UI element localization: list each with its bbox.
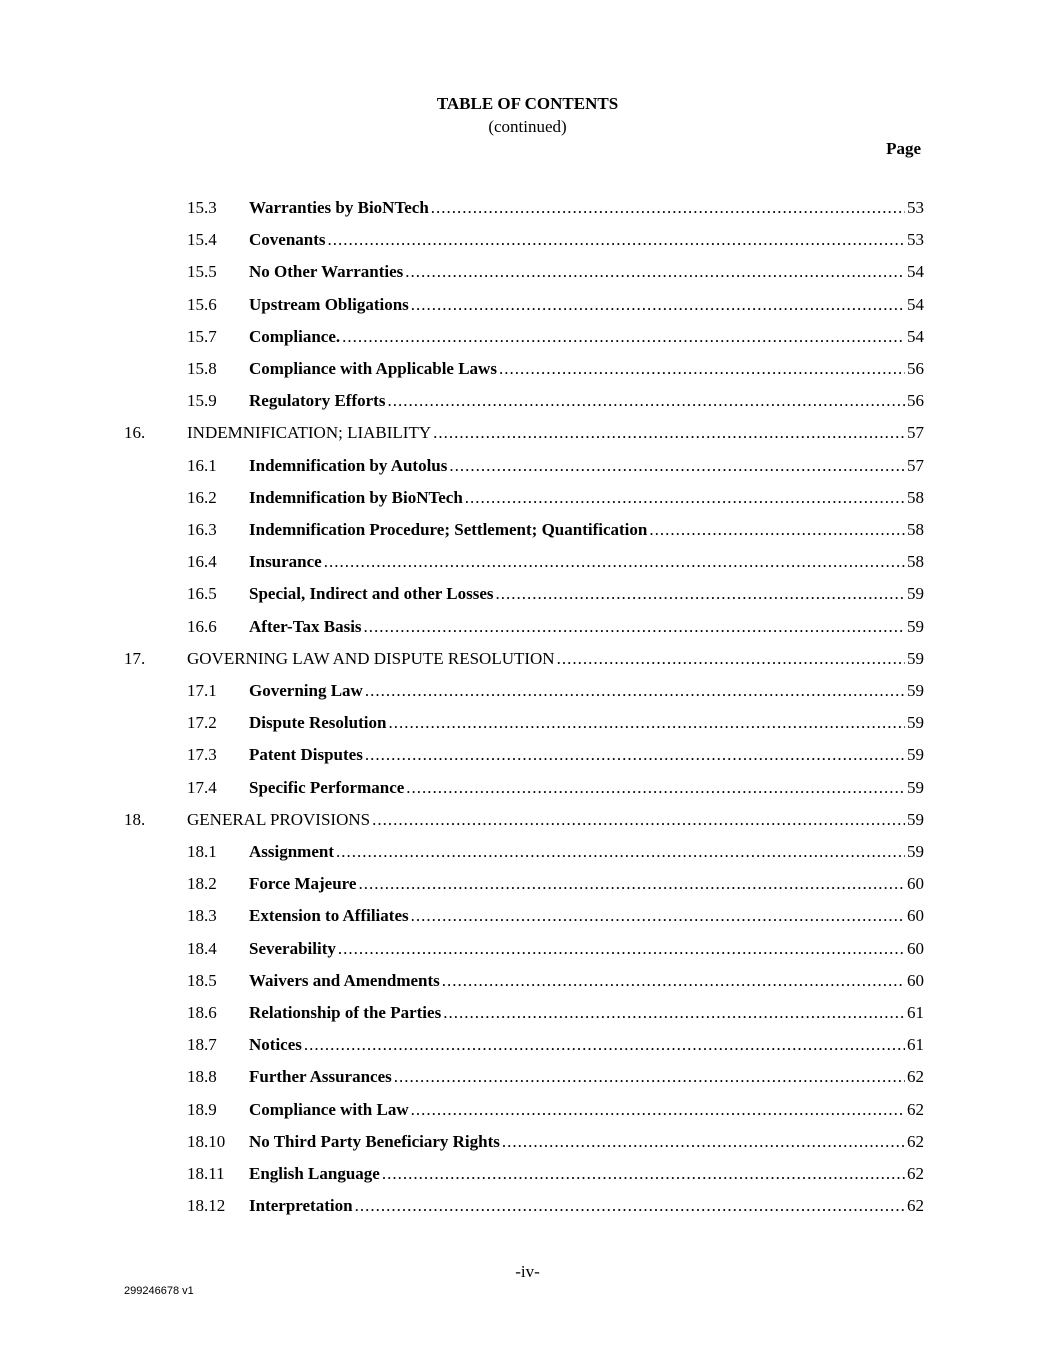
toc-entry-row xyxy=(0,1099,1055,1121)
toc-entry-number: 16.6 xyxy=(187,616,217,636)
dot-leader xyxy=(364,616,905,638)
toc-entry-number: 17.2 xyxy=(187,713,217,733)
toc-section-row xyxy=(0,648,1055,670)
toc-entry-number: 18.3 xyxy=(187,906,217,926)
toc-entry-page: 62 xyxy=(907,1067,924,1087)
toc-entry-row xyxy=(0,455,1055,477)
toc-entry-label: Waivers and Amendments xyxy=(249,970,440,990)
toc-entry-number: 17.3 xyxy=(187,745,217,765)
toc-entry xyxy=(249,712,924,734)
toc-entry-page: 59 xyxy=(907,777,924,797)
toc-entry-label: Warranties by BioNTech xyxy=(249,198,429,217)
dot-leader xyxy=(324,551,905,573)
toc-entry-row xyxy=(0,970,1055,992)
dot-leader xyxy=(411,294,905,316)
toc-entry xyxy=(249,777,924,799)
toc-entry-page: 58 xyxy=(907,552,924,572)
toc-entry-row xyxy=(0,197,1055,219)
toc-entry-number: 18.6 xyxy=(187,1003,217,1022)
toc-title: TABLE OF CONTENTS xyxy=(436,94,619,113)
toc-entry-label: GENERAL PROVISIONS xyxy=(187,809,371,829)
toc-entry-label: Covenants xyxy=(249,230,326,250)
toc-entry-label: Compliance with Law xyxy=(249,1099,409,1119)
toc-entry xyxy=(249,616,924,638)
toc-entry xyxy=(249,487,924,509)
toc-entry xyxy=(249,1002,924,1024)
toc-entry xyxy=(249,519,924,541)
toc-entry-label: Patent Disputes xyxy=(249,745,363,765)
toc-section-row xyxy=(0,422,1055,444)
toc-entry-page: 59 xyxy=(907,648,924,668)
toc-entry-row xyxy=(0,1002,1055,1024)
toc-entry-page: 59 xyxy=(907,616,924,636)
toc-entry-page: 61 xyxy=(907,1035,924,1055)
toc-entry-page: 53 xyxy=(907,230,924,250)
toc-entry-number: 18.8 xyxy=(187,1067,217,1087)
toc-entry-page: 54 xyxy=(907,262,924,282)
toc-entry-label: Insurance xyxy=(249,552,322,572)
toc-entry-row xyxy=(0,712,1055,734)
toc-entry-number: 16. xyxy=(124,423,146,443)
toc-entry-page: 60 xyxy=(907,874,924,894)
dot-leader xyxy=(372,809,905,831)
page-column-header: Page xyxy=(886,139,921,158)
toc-entry-number: 18.12 xyxy=(187,1196,226,1216)
toc-entry-row xyxy=(0,326,1055,348)
toc-entry-row xyxy=(0,1195,1055,1217)
toc-entry-page: 62 xyxy=(907,1196,924,1216)
toc-entry-label: Notices xyxy=(249,1035,302,1055)
dot-leader xyxy=(388,712,905,734)
toc-entry-page: 59 xyxy=(907,809,924,829)
toc-entry-label: Governing Law xyxy=(249,681,363,700)
toc-entry-page: 60 xyxy=(907,906,924,926)
toc-entry-row xyxy=(0,390,1055,412)
toc-entry-row xyxy=(0,487,1055,509)
toc-entry xyxy=(187,422,924,444)
toc-entry-number: 18.7 xyxy=(187,1035,217,1055)
toc-entry-page: 56 xyxy=(907,391,924,411)
toc-entry-number: 18.10 xyxy=(187,1131,226,1151)
toc-entry-row xyxy=(0,1163,1055,1185)
toc-entry-row xyxy=(0,583,1055,605)
toc-entry-row xyxy=(0,551,1055,573)
toc-entry xyxy=(249,583,924,605)
toc-entry-label: Upstream Obligations xyxy=(249,294,409,314)
dot-leader xyxy=(338,938,905,960)
toc-subtitle: (continued) xyxy=(488,117,567,136)
toc-entry-number: 18.11 xyxy=(187,1164,225,1183)
toc-entry-number: 17. xyxy=(124,648,146,668)
toc-entry-number: 18.1 xyxy=(187,842,217,861)
document-id: 299246678 v1 xyxy=(124,1285,194,1297)
toc-entry-number: 16.3 xyxy=(187,520,217,539)
toc-entry-row xyxy=(0,841,1055,863)
toc-entry-row xyxy=(0,616,1055,638)
toc-entry-number: 16.1 xyxy=(187,455,217,475)
toc-entry-label: Force Majeure xyxy=(249,874,357,894)
dot-leader xyxy=(433,422,905,444)
dot-leader xyxy=(406,777,905,799)
toc-entry-number: 15.6 xyxy=(187,294,217,314)
dot-leader xyxy=(382,1163,905,1185)
toc-entry xyxy=(249,841,924,863)
toc-entry-page: 59 xyxy=(907,713,924,733)
toc-entry xyxy=(249,358,924,380)
toc-entry-label: GOVERNING LAW AND DISPUTE RESOLUTION xyxy=(187,648,555,668)
toc-entry-number: 15.3 xyxy=(187,198,217,217)
toc-entry-page: 58 xyxy=(907,520,924,539)
toc-entry-row xyxy=(0,1066,1055,1088)
toc-entry-label: After-Tax Basis xyxy=(249,616,362,636)
toc-entry xyxy=(249,905,924,927)
toc-entry xyxy=(249,970,924,992)
toc-entry-label: Severability xyxy=(249,938,336,958)
dot-leader xyxy=(465,487,905,509)
toc-entry-page: 62 xyxy=(907,1131,924,1151)
toc-section-row xyxy=(0,809,1055,831)
toc-entry-page: 60 xyxy=(907,938,924,958)
toc-entry-page: 61 xyxy=(907,1003,924,1022)
toc-entry xyxy=(249,873,924,895)
toc-entry-row xyxy=(0,905,1055,927)
toc-entry-page: 59 xyxy=(907,584,924,604)
toc-entry xyxy=(249,455,924,477)
toc-entry-number: 16.2 xyxy=(187,487,217,507)
dot-leader xyxy=(411,1099,905,1121)
dot-leader xyxy=(557,648,905,670)
toc-entry-page: 57 xyxy=(907,423,924,443)
dot-leader xyxy=(358,873,905,895)
toc-entry-number: 18. xyxy=(124,809,146,829)
toc-entry-page: 56 xyxy=(907,359,924,378)
toc-entry-row xyxy=(0,777,1055,799)
toc-entry-page: 62 xyxy=(907,1099,924,1119)
dot-leader xyxy=(499,358,905,380)
dot-leader xyxy=(449,455,905,477)
dot-leader xyxy=(649,519,905,541)
toc-entry-label: INDEMNIFICATION; LIABILITY xyxy=(187,423,432,443)
toc-entry-page: 54 xyxy=(907,326,924,346)
toc-entry xyxy=(249,326,924,348)
toc-entry xyxy=(249,1034,924,1056)
dot-leader xyxy=(394,1066,905,1088)
toc-entry xyxy=(187,809,924,831)
toc-entry-page: 59 xyxy=(907,842,924,861)
dot-leader xyxy=(502,1131,905,1153)
toc-entry-row xyxy=(0,1034,1055,1056)
toc-entry-number: 15.8 xyxy=(187,359,217,378)
toc-entry-label: Indemnification by BioNTech xyxy=(249,487,463,507)
toc-entry xyxy=(249,229,924,251)
toc-entry-label: No Third Party Beneficiary Rights xyxy=(249,1131,500,1151)
toc-entry-number: 15.7 xyxy=(187,326,217,346)
toc-entry-label: English Language xyxy=(249,1164,380,1183)
dot-leader xyxy=(443,1002,905,1024)
toc-entry-label: Indemnification Procedure; Settlement; Quantification xyxy=(249,520,648,539)
toc-entry-page: 60 xyxy=(907,970,924,990)
toc-entry-number: 17.4 xyxy=(187,777,217,797)
toc-entry xyxy=(249,551,924,573)
toc-entry-page: 59 xyxy=(907,745,924,765)
toc-entry-row xyxy=(0,261,1055,283)
toc-entry-row xyxy=(0,680,1055,702)
toc-entry-page: 57 xyxy=(907,455,924,475)
toc-entry-label: Interpretation xyxy=(249,1196,353,1216)
toc-entry xyxy=(249,1131,924,1153)
toc-entry xyxy=(249,1195,924,1217)
toc-entry-label: Special, Indirect and other Losses xyxy=(249,584,494,604)
toc-entry xyxy=(249,390,924,412)
toc-entry xyxy=(187,648,924,670)
toc-entry-row xyxy=(0,744,1055,766)
toc-entry-number: 15.4 xyxy=(187,230,217,250)
footer-page-number: -iv- xyxy=(515,1262,540,1281)
toc-entry xyxy=(249,1066,924,1088)
dot-leader xyxy=(405,261,905,283)
toc-entry xyxy=(249,261,924,283)
toc-entry-label: No Other Warranties xyxy=(249,262,404,282)
toc-entry-row xyxy=(0,873,1055,895)
dot-leader xyxy=(365,680,905,702)
toc-entry-row xyxy=(0,938,1055,960)
toc-entry xyxy=(249,1099,924,1121)
dot-leader xyxy=(304,1034,905,1056)
toc-entry-label: Assignment xyxy=(249,842,335,861)
toc-entry xyxy=(249,744,924,766)
toc-entry-page: 53 xyxy=(907,198,924,217)
toc-entry-page: 59 xyxy=(907,681,924,700)
dot-leader xyxy=(355,1195,905,1217)
toc-entry-page: 54 xyxy=(907,294,924,314)
toc-entry-label: Compliance. xyxy=(249,326,341,346)
toc-entry-label: Relationship of the Parties xyxy=(249,1003,442,1022)
toc-entry-row xyxy=(0,294,1055,316)
dot-leader xyxy=(342,326,905,348)
toc-entry-label: Specific Performance xyxy=(249,777,405,797)
toc-entry-number: 18.4 xyxy=(187,938,217,958)
dot-leader xyxy=(495,583,905,605)
toc-entry xyxy=(249,1163,924,1185)
dot-leader xyxy=(336,841,905,863)
toc-entry-number: 15.5 xyxy=(187,262,217,282)
toc-entry-label: Further Assurances xyxy=(249,1067,392,1087)
toc-entry-row xyxy=(0,1131,1055,1153)
toc-entry-page: 62 xyxy=(907,1164,924,1183)
toc-entry-number: 17.1 xyxy=(187,681,217,700)
toc-entry-row xyxy=(0,358,1055,380)
toc-entry-number: 18.9 xyxy=(187,1099,217,1119)
dot-leader xyxy=(365,744,905,766)
toc-entry xyxy=(249,938,924,960)
toc-entry-label: Extension to Affiliates xyxy=(249,906,409,926)
toc-entry-number: 16.5 xyxy=(187,584,217,604)
dot-leader xyxy=(387,390,905,412)
toc-entry xyxy=(249,294,924,316)
toc-entry-number: 15.9 xyxy=(187,391,217,411)
toc-entry-row xyxy=(0,229,1055,251)
dot-leader xyxy=(431,197,905,219)
toc-entry-number: 18.5 xyxy=(187,970,217,990)
toc-entry xyxy=(249,197,924,219)
toc-entry xyxy=(249,680,924,702)
toc-entry-label: Indemnification by Autolus xyxy=(249,455,448,475)
toc-entry-label: Dispute Resolution xyxy=(249,713,387,733)
toc-entry-number: 18.2 xyxy=(187,874,217,894)
toc-entry-number: 16.4 xyxy=(187,552,217,572)
toc-entry-label: Regulatory Efforts xyxy=(249,391,386,411)
dot-leader xyxy=(328,229,905,251)
dot-leader xyxy=(442,970,905,992)
toc-entry-row xyxy=(0,519,1055,541)
toc-entry-label: Compliance with Applicable Laws xyxy=(249,359,497,378)
toc-entry-page: 58 xyxy=(907,487,924,507)
dot-leader xyxy=(411,905,905,927)
